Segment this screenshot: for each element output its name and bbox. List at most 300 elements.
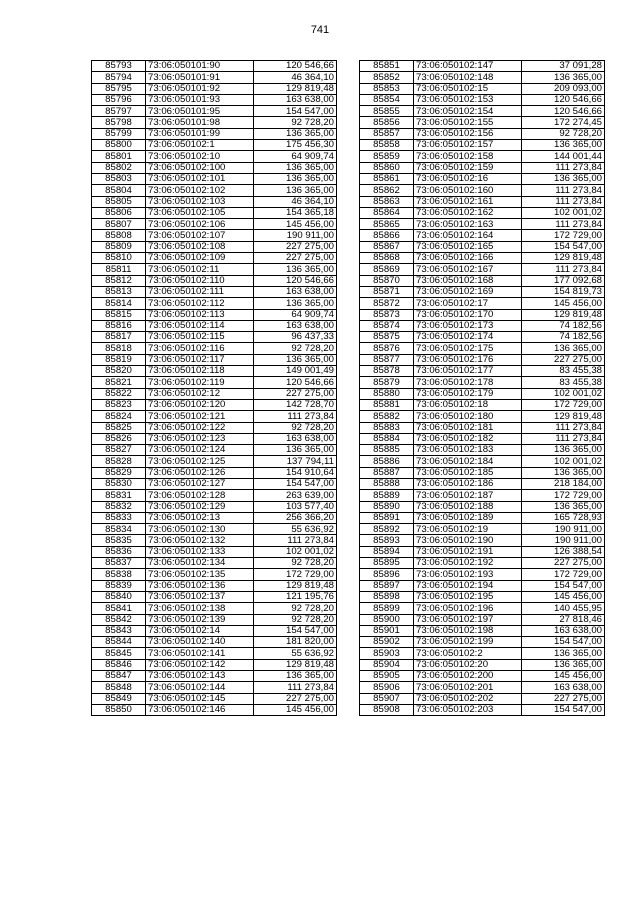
table-row xyxy=(360,445,605,456)
value-cell: 27 818,46 xyxy=(522,614,605,625)
value-cell: 154 547,00 xyxy=(254,106,337,117)
value-cell: 92 728,20 xyxy=(254,117,337,128)
value-cell: 142 728,70 xyxy=(254,399,337,410)
value-cell: 172 729,00 xyxy=(254,569,337,580)
cadastral-code-cell: 73:06:050102:11 xyxy=(146,264,254,275)
value-cell: 145 456,00 xyxy=(522,671,605,682)
row-number-cell: 85848 xyxy=(92,682,146,693)
table-row xyxy=(360,275,605,286)
value-cell: 145 456,00 xyxy=(254,704,337,715)
table-row xyxy=(360,72,605,83)
cadastral-code-cell: 73:06:050102:138 xyxy=(146,603,254,614)
cadastral-code-cell: 73:06:050102:101 xyxy=(146,173,254,184)
cadastral-code-cell: 73:06:050102:147 xyxy=(414,61,522,72)
value-cell: 129 819,48 xyxy=(254,83,337,94)
cadastral-code-cell: 73:06:050102:181 xyxy=(414,422,522,433)
table-row xyxy=(92,320,337,331)
row-number-cell: 85824 xyxy=(92,411,146,422)
row-number-cell: 85818 xyxy=(92,343,146,354)
table-row xyxy=(92,546,337,557)
value-cell: 149 001,49 xyxy=(254,366,337,377)
row-number-cell: 85839 xyxy=(92,580,146,591)
row-number-cell: 85908 xyxy=(360,704,414,715)
row-number-cell: 85795 xyxy=(92,83,146,94)
table-row xyxy=(92,253,337,264)
value-cell: 163 638,00 xyxy=(254,433,337,444)
row-number-cell: 85852 xyxy=(360,72,414,83)
cadastral-code-cell: 73:06:050102:200 xyxy=(414,671,522,682)
row-number-cell: 85904 xyxy=(360,659,414,670)
table-row xyxy=(92,682,337,693)
cadastral-code-cell: 73:06:050102:122 xyxy=(146,422,254,433)
cadastral-code-cell: 73:06:050102:190 xyxy=(414,535,522,546)
table-row xyxy=(92,264,337,275)
row-number-cell: 85823 xyxy=(92,399,146,410)
row-number-cell: 85877 xyxy=(360,354,414,365)
table-row xyxy=(360,614,605,625)
row-number-cell: 85860 xyxy=(360,162,414,173)
table-row xyxy=(360,151,605,162)
table-row xyxy=(92,286,337,297)
row-number-cell: 85903 xyxy=(360,648,414,659)
row-number-cell: 85796 xyxy=(92,94,146,105)
value-cell: 154 547,00 xyxy=(254,625,337,636)
cadastral-code-cell: 73:06:050102:142 xyxy=(146,659,254,670)
cadastral-code-cell: 73:06:050102:133 xyxy=(146,546,254,557)
value-cell: 46 364,10 xyxy=(254,196,337,207)
row-number-cell: 85879 xyxy=(360,377,414,388)
table-row xyxy=(92,591,337,602)
cadastral-code-cell: 73:06:050102:148 xyxy=(414,72,522,83)
row-number-cell: 85798 xyxy=(92,117,146,128)
cadastral-code-cell: 73:06:050102:109 xyxy=(146,253,254,264)
table-row xyxy=(360,61,605,72)
table-row xyxy=(360,399,605,410)
value-cell: 227 275,00 xyxy=(522,693,605,704)
table-row xyxy=(360,83,605,94)
cadastral-code-cell: 73:06:050102:195 xyxy=(414,591,522,602)
cadastral-code-cell: 73:06:050102:168 xyxy=(414,275,522,286)
value-cell: 92 728,20 xyxy=(254,558,337,569)
table-row xyxy=(360,478,605,489)
table-row xyxy=(360,196,605,207)
value-cell: 218 184,00 xyxy=(522,478,605,489)
value-cell: 120 546,66 xyxy=(254,377,337,388)
row-number-cell: 85850 xyxy=(92,704,146,715)
cadastral-code-cell: 73:06:050102:141 xyxy=(146,648,254,659)
cadastral-code-cell: 73:06:050101:90 xyxy=(146,61,254,72)
cadastral-code-cell: 73:06:050102:163 xyxy=(414,219,522,230)
table-row xyxy=(92,83,337,94)
row-number-cell: 85898 xyxy=(360,591,414,602)
row-number-cell: 85847 xyxy=(92,671,146,682)
row-number-cell: 85806 xyxy=(92,207,146,218)
ledger-table-body xyxy=(360,61,605,716)
value-cell: 83 455,38 xyxy=(522,366,605,377)
cadastral-code-cell: 73:06:050102:176 xyxy=(414,354,522,365)
row-number-cell: 85896 xyxy=(360,569,414,580)
row-number-cell: 85892 xyxy=(360,524,414,535)
cadastral-code-cell: 73:06:050102:166 xyxy=(414,253,522,264)
value-cell: 121 195,76 xyxy=(254,591,337,602)
row-number-cell: 85863 xyxy=(360,196,414,207)
value-cell: 126 388,54 xyxy=(522,546,605,557)
table-row xyxy=(360,704,605,715)
value-cell: 145 456,00 xyxy=(522,591,605,602)
cadastral-code-cell: 73:06:050102:12 xyxy=(146,388,254,399)
row-number-cell: 85819 xyxy=(92,354,146,365)
row-number-cell: 85893 xyxy=(360,535,414,546)
row-number-cell: 85814 xyxy=(92,298,146,309)
value-cell: 120 546,66 xyxy=(254,61,337,72)
cadastral-code-cell: 73:06:050102:153 xyxy=(414,94,522,105)
row-number-cell: 85890 xyxy=(360,501,414,512)
cadastral-code-cell: 73:06:050102:107 xyxy=(146,230,254,241)
row-number-cell: 85827 xyxy=(92,445,146,456)
page-number: 741 xyxy=(310,24,330,36)
table-row xyxy=(360,286,605,297)
value-cell: 154 910,64 xyxy=(254,467,337,478)
cadastral-code-cell: 73:06:050102:180 xyxy=(414,411,522,422)
row-number-cell: 85907 xyxy=(360,693,414,704)
table-row xyxy=(360,558,605,569)
value-cell: 163 638,00 xyxy=(254,286,337,297)
value-cell: 140 455,95 xyxy=(522,603,605,614)
row-number-cell: 85902 xyxy=(360,637,414,648)
value-cell: 145 456,00 xyxy=(522,298,605,309)
cadastral-code-cell: 73:06:050102:167 xyxy=(414,264,522,275)
table-row xyxy=(360,388,605,399)
cadastral-code-cell: 73:06:050102:123 xyxy=(146,433,254,444)
row-number-cell: 85886 xyxy=(360,456,414,467)
cadastral-code-cell: 73:06:050102:10 xyxy=(146,151,254,162)
cadastral-code-cell: 73:06:050102:111 xyxy=(146,286,254,297)
value-cell: 177 092,68 xyxy=(522,275,605,286)
cadastral-code-cell: 73:06:050102:159 xyxy=(414,162,522,173)
table-row xyxy=(92,196,337,207)
row-number-cell: 85856 xyxy=(360,117,414,128)
row-number-cell: 85808 xyxy=(92,230,146,241)
value-cell: 64 909,74 xyxy=(254,151,337,162)
table-row xyxy=(92,693,337,704)
cadastral-code-cell: 73:06:050101:92 xyxy=(146,83,254,94)
cadastral-code-cell: 73:06:050102:108 xyxy=(146,241,254,252)
table-row xyxy=(92,512,337,523)
table-row xyxy=(360,422,605,433)
value-cell: 136 365,00 xyxy=(522,140,605,151)
value-cell: 136 365,00 xyxy=(522,659,605,670)
table-row xyxy=(92,230,337,241)
cadastral-code-cell: 73:06:050101:91 xyxy=(146,72,254,83)
row-number-cell: 85838 xyxy=(92,569,146,580)
cadastral-code-cell: 73:06:050102:197 xyxy=(414,614,522,625)
cadastral-code-cell: 73:06:050102:194 xyxy=(414,580,522,591)
row-number-cell: 85897 xyxy=(360,580,414,591)
value-cell: 129 819,48 xyxy=(254,580,337,591)
table-row xyxy=(360,490,605,501)
row-number-cell: 85905 xyxy=(360,671,414,682)
cadastral-code-cell: 73:06:050102:183 xyxy=(414,445,522,456)
cadastral-code-cell: 73:06:050102:144 xyxy=(146,682,254,693)
table-row xyxy=(360,682,605,693)
table-row xyxy=(92,377,337,388)
row-number-cell: 85794 xyxy=(92,72,146,83)
value-cell: 154 547,00 xyxy=(522,241,605,252)
row-number-cell: 85874 xyxy=(360,320,414,331)
cadastral-code-cell: 73:06:050102:156 xyxy=(414,128,522,139)
table-row xyxy=(360,580,605,591)
cadastral-code-cell: 73:06:050102:158 xyxy=(414,151,522,162)
table-row xyxy=(360,693,605,704)
row-number-cell: 85816 xyxy=(92,320,146,331)
table-row xyxy=(360,140,605,151)
table-row xyxy=(360,264,605,275)
row-number-cell: 85832 xyxy=(92,501,146,512)
table-row xyxy=(360,241,605,252)
value-cell: 163 638,00 xyxy=(254,94,337,105)
cadastral-code-cell: 73:06:050102:16 xyxy=(414,173,522,184)
value-cell: 136 365,00 xyxy=(522,445,605,456)
table-row xyxy=(92,569,337,580)
value-cell: 55 636,92 xyxy=(254,524,337,535)
table-row xyxy=(360,230,605,241)
table-row xyxy=(360,128,605,139)
cadastral-code-cell: 73:06:050102:137 xyxy=(146,591,254,602)
row-number-cell: 85830 xyxy=(92,478,146,489)
cadastral-code-cell: 73:06:050102:192 xyxy=(414,558,522,569)
table-row xyxy=(360,207,605,218)
row-number-cell: 85849 xyxy=(92,693,146,704)
cadastral-code-cell: 73:06:050102:2 xyxy=(414,648,522,659)
table-row xyxy=(360,253,605,264)
value-cell: 111 273,84 xyxy=(522,422,605,433)
row-number-cell: 85854 xyxy=(360,94,414,105)
value-cell: 256 366,20 xyxy=(254,512,337,523)
cadastral-code-cell: 73:06:050102:170 xyxy=(414,309,522,320)
value-cell: 190 911,00 xyxy=(522,524,605,535)
cadastral-code-cell: 73:06:050102:116 xyxy=(146,343,254,354)
row-number-cell: 85831 xyxy=(92,490,146,501)
row-number-cell: 85884 xyxy=(360,433,414,444)
value-cell: 74 182,56 xyxy=(522,332,605,343)
value-cell: 144 001,44 xyxy=(522,151,605,162)
cadastral-code-cell: 73:06:050102:160 xyxy=(414,185,522,196)
value-cell: 172 729,00 xyxy=(522,569,605,580)
row-number-cell: 85885 xyxy=(360,445,414,456)
table-row xyxy=(92,580,337,591)
table-row xyxy=(92,625,337,636)
row-number-cell: 85820 xyxy=(92,366,146,377)
table-row xyxy=(92,72,337,83)
value-cell: 136 365,00 xyxy=(522,467,605,478)
value-cell: 102 001,02 xyxy=(522,456,605,467)
value-cell: 102 001,02 xyxy=(522,207,605,218)
table-row xyxy=(92,659,337,670)
table-row xyxy=(92,422,337,433)
value-cell: 92 728,20 xyxy=(254,614,337,625)
value-cell: 136 365,00 xyxy=(254,264,337,275)
value-cell: 136 365,00 xyxy=(522,173,605,184)
table-row xyxy=(92,637,337,648)
cadastral-code-cell: 73:06:050102:120 xyxy=(146,399,254,410)
cadastral-code-cell: 73:06:050102:132 xyxy=(146,535,254,546)
table-row xyxy=(92,332,337,343)
row-number-cell: 85825 xyxy=(92,422,146,433)
value-cell: 136 365,00 xyxy=(254,445,337,456)
value-cell: 136 365,00 xyxy=(254,128,337,139)
value-cell: 92 728,20 xyxy=(254,343,337,354)
value-cell: 129 819,48 xyxy=(522,309,605,320)
value-cell: 154 547,00 xyxy=(254,478,337,489)
row-number-cell: 85869 xyxy=(360,264,414,275)
table-row xyxy=(92,558,337,569)
value-cell: 227 275,00 xyxy=(254,388,337,399)
value-cell: 263 639,00 xyxy=(254,490,337,501)
row-number-cell: 85846 xyxy=(92,659,146,670)
cadastral-code-cell: 73:06:050102:13 xyxy=(146,512,254,523)
table-row xyxy=(92,388,337,399)
table-row xyxy=(360,162,605,173)
cadastral-code-cell: 73:06:050102:128 xyxy=(146,490,254,501)
row-number-cell: 85829 xyxy=(92,467,146,478)
value-cell: 165 728,93 xyxy=(522,512,605,523)
table-row xyxy=(92,151,337,162)
value-cell: 136 365,00 xyxy=(254,185,337,196)
row-number-cell: 85826 xyxy=(92,433,146,444)
cadastral-code-cell: 73:06:050102:199 xyxy=(414,637,522,648)
cadastral-code-cell: 73:06:050102:179 xyxy=(414,388,522,399)
row-number-cell: 85804 xyxy=(92,185,146,196)
table-row xyxy=(360,433,605,444)
row-number-cell: 85833 xyxy=(92,512,146,523)
row-number-cell: 85873 xyxy=(360,309,414,320)
value-cell: 120 546,66 xyxy=(522,94,605,105)
row-number-cell: 85834 xyxy=(92,524,146,535)
cadastral-code-cell: 73:06:050102:125 xyxy=(146,456,254,467)
value-cell: 120 546,66 xyxy=(522,106,605,117)
row-number-cell: 85866 xyxy=(360,230,414,241)
row-number-cell: 85803 xyxy=(92,173,146,184)
value-cell: 136 365,00 xyxy=(522,72,605,83)
value-cell: 181 820,00 xyxy=(254,637,337,648)
cadastral-code-cell: 73:06:050102:201 xyxy=(414,682,522,693)
cadastral-code-cell: 73:06:050102:185 xyxy=(414,467,522,478)
table-row xyxy=(360,524,605,535)
table-row xyxy=(92,61,337,72)
value-cell: 96 437,33 xyxy=(254,332,337,343)
value-cell: 136 365,00 xyxy=(522,501,605,512)
cadastral-code-cell: 73:06:050101:99 xyxy=(146,128,254,139)
table-row xyxy=(360,456,605,467)
cadastral-code-cell: 73:06:050102:135 xyxy=(146,569,254,580)
cadastral-code-cell: 73:06:050102:117 xyxy=(146,354,254,365)
cadastral-code-cell: 73:06:050102:189 xyxy=(414,512,522,523)
row-number-cell: 85882 xyxy=(360,411,414,422)
table-row xyxy=(360,94,605,105)
row-number-cell: 85809 xyxy=(92,241,146,252)
value-cell: 92 728,20 xyxy=(522,128,605,139)
cadastral-code-cell: 73:06:050102:105 xyxy=(146,207,254,218)
cadastral-code-cell: 73:06:050102:121 xyxy=(146,411,254,422)
row-number-cell: 85871 xyxy=(360,286,414,297)
value-cell: 111 273,84 xyxy=(254,682,337,693)
table-row xyxy=(92,456,337,467)
value-cell: 92 728,20 xyxy=(254,603,337,614)
value-cell: 136 365,00 xyxy=(522,343,605,354)
cadastral-code-cell: 73:06:050102:17 xyxy=(414,298,522,309)
table-row xyxy=(92,343,337,354)
value-cell: 111 273,84 xyxy=(522,185,605,196)
cadastral-code-cell: 73:06:050101:93 xyxy=(146,94,254,105)
cadastral-code-cell: 73:06:050102:20 xyxy=(414,659,522,670)
table-row xyxy=(92,433,337,444)
cadastral-code-cell: 73:06:050102:162 xyxy=(414,207,522,218)
cadastral-code-cell: 73:06:050102:186 xyxy=(414,478,522,489)
value-cell: 209 093,00 xyxy=(522,83,605,94)
table-row xyxy=(92,411,337,422)
value-cell: 154 819,73 xyxy=(522,286,605,297)
cadastral-code-cell: 73:06:050102:161 xyxy=(414,196,522,207)
table-row xyxy=(92,467,337,478)
cadastral-code-cell: 73:06:050102:178 xyxy=(414,377,522,388)
cadastral-code-cell: 73:06:050102:143 xyxy=(146,671,254,682)
table-row xyxy=(92,106,337,117)
cadastral-code-cell: 73:06:050102:154 xyxy=(414,106,522,117)
ledger-table-body xyxy=(92,61,337,716)
cadastral-code-cell: 73:06:050102:187 xyxy=(414,490,522,501)
cadastral-code-cell: 73:06:050102:115 xyxy=(146,332,254,343)
cadastral-code-cell: 73:06:050102:118 xyxy=(146,366,254,377)
cadastral-code-cell: 73:06:050102:203 xyxy=(414,704,522,715)
cadastral-code-cell: 73:06:050102:106 xyxy=(146,219,254,230)
table-row xyxy=(360,117,605,128)
cadastral-code-cell: 73:06:050102:191 xyxy=(414,546,522,557)
table-row xyxy=(92,501,337,512)
value-cell: 92 728,20 xyxy=(254,422,337,433)
ledger-table-right xyxy=(359,60,605,716)
value-cell: 137 794,11 xyxy=(254,456,337,467)
cadastral-code-cell: 73:06:050102:140 xyxy=(146,637,254,648)
cadastral-code-cell: 73:06:050102:165 xyxy=(414,241,522,252)
table-row xyxy=(360,569,605,580)
row-number-cell: 85858 xyxy=(360,140,414,151)
row-number-cell: 85822 xyxy=(92,388,146,399)
value-cell: 136 365,00 xyxy=(254,354,337,365)
row-number-cell: 85888 xyxy=(360,478,414,489)
value-cell: 120 546,66 xyxy=(254,275,337,286)
value-cell: 227 275,00 xyxy=(522,558,605,569)
table-row xyxy=(360,671,605,682)
row-number-cell: 85802 xyxy=(92,162,146,173)
row-number-cell: 85836 xyxy=(92,546,146,557)
cadastral-code-cell: 73:06:050102:14 xyxy=(146,625,254,636)
table-row xyxy=(360,106,605,117)
table-row xyxy=(92,478,337,489)
table-row xyxy=(92,704,337,715)
cadastral-code-cell: 73:06:050102:113 xyxy=(146,309,254,320)
value-cell: 136 365,00 xyxy=(254,173,337,184)
row-number-cell: 85811 xyxy=(92,264,146,275)
row-number-cell: 85894 xyxy=(360,546,414,557)
row-number-cell: 85876 xyxy=(360,343,414,354)
value-cell: 175 456,30 xyxy=(254,140,337,151)
table-row xyxy=(92,207,337,218)
value-cell: 163 638,00 xyxy=(522,682,605,693)
value-cell: 145 456,00 xyxy=(254,219,337,230)
row-number-cell: 85800 xyxy=(92,140,146,151)
cadastral-code-cell: 73:06:050102:102 xyxy=(146,185,254,196)
value-cell: 190 911,00 xyxy=(254,230,337,241)
